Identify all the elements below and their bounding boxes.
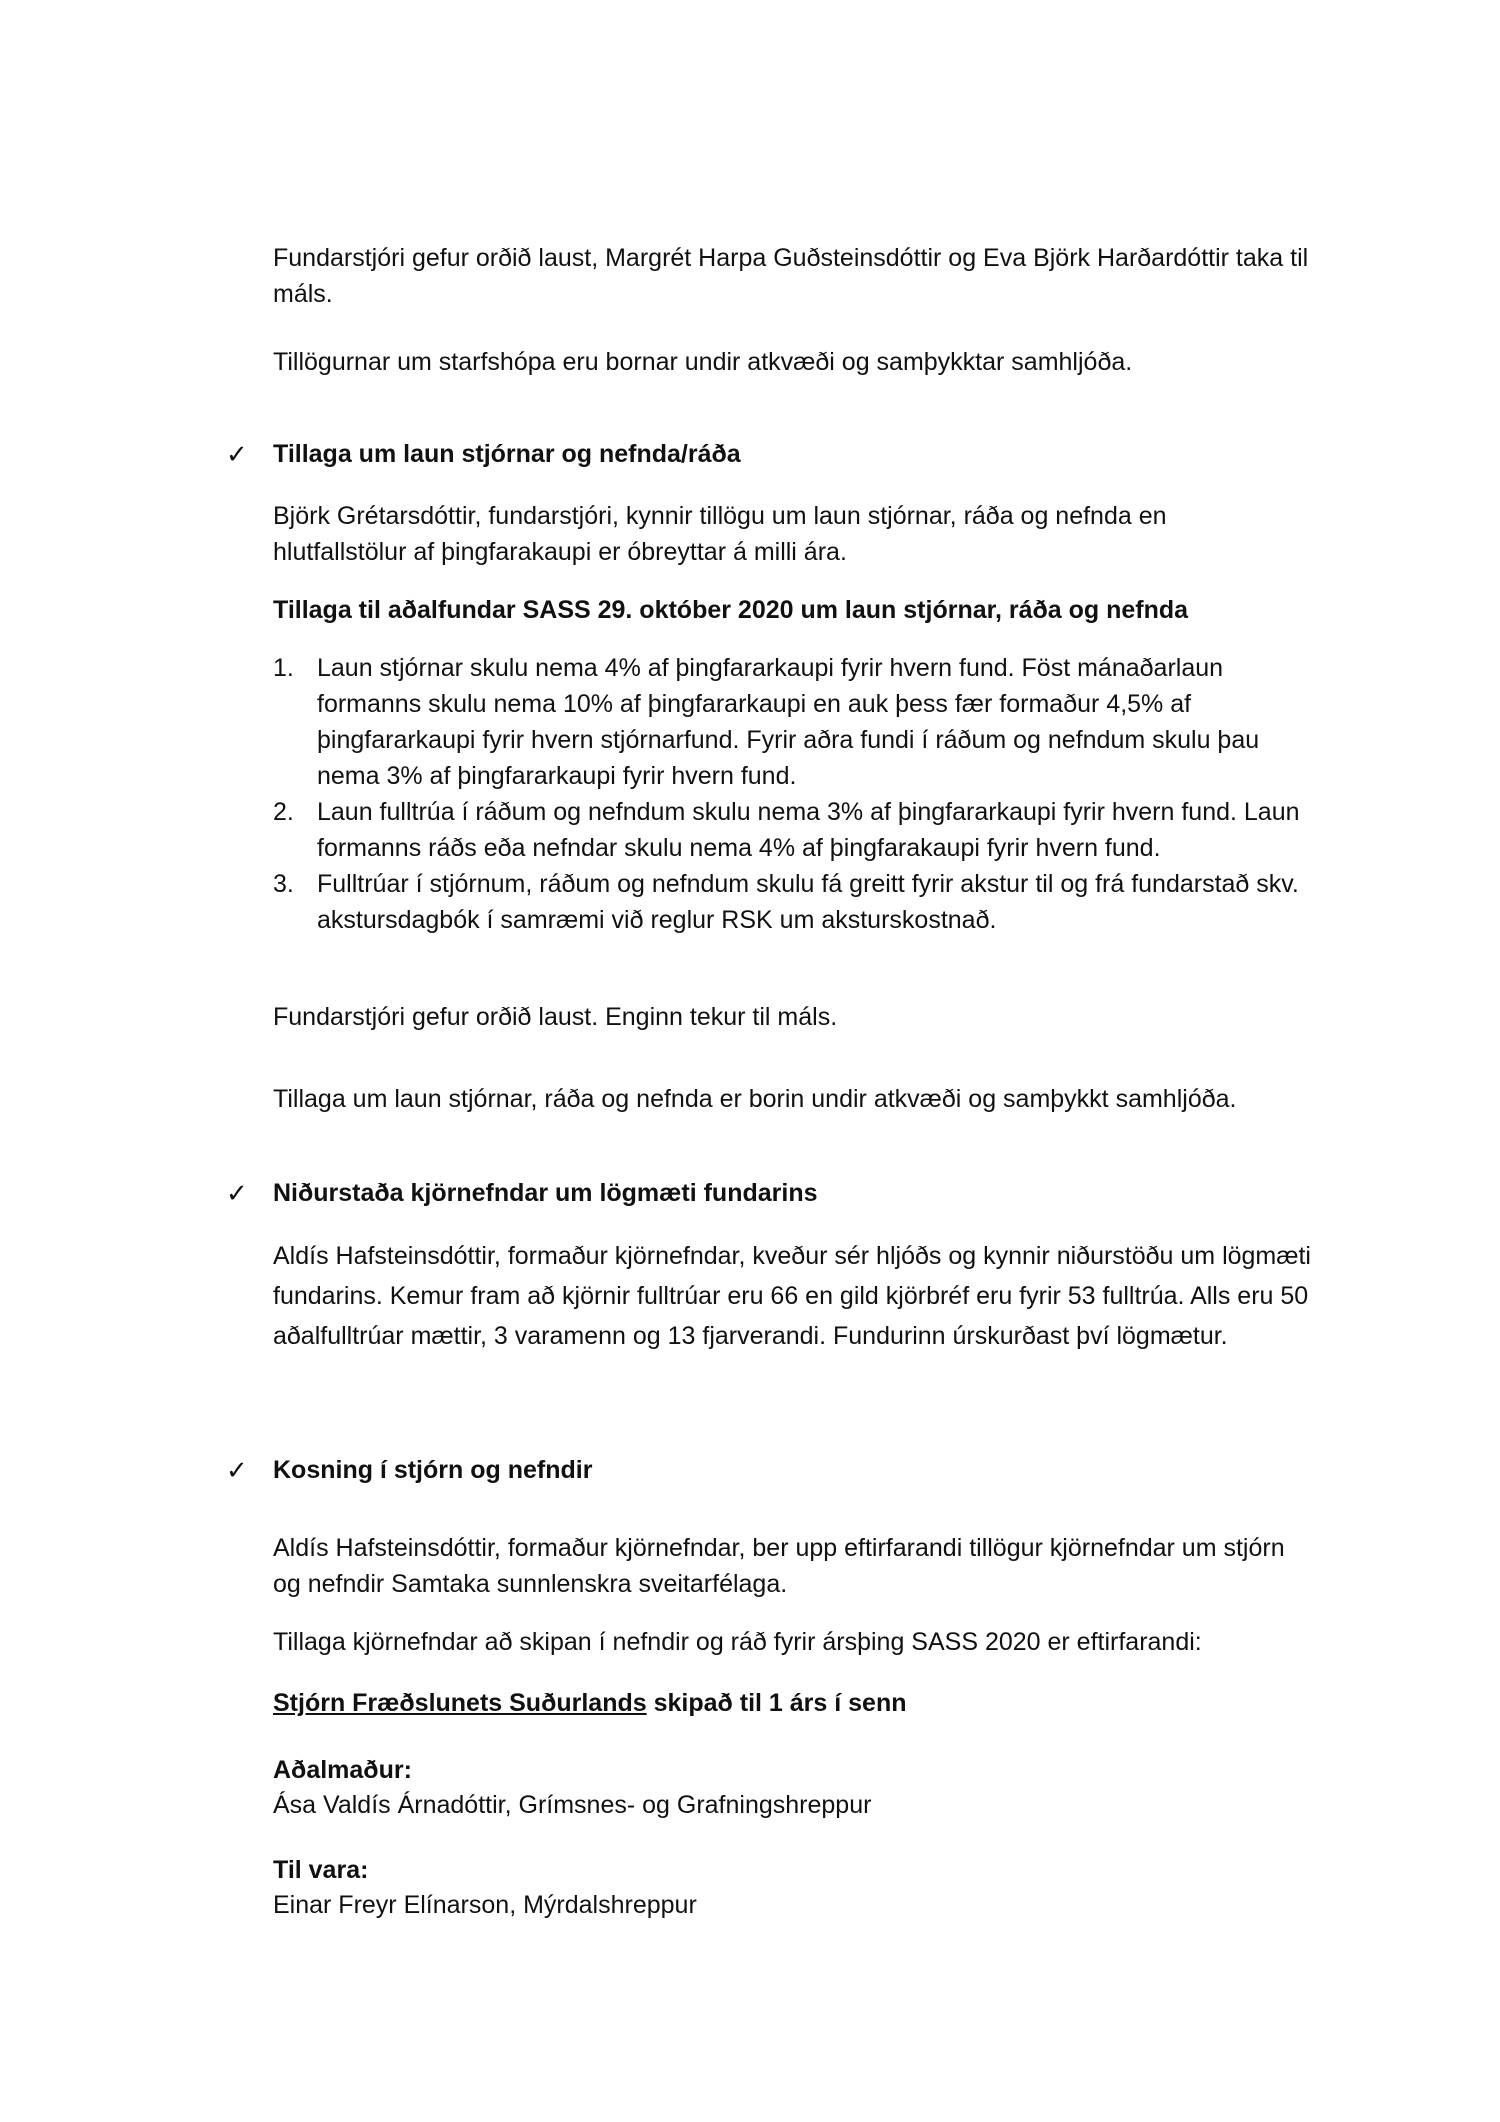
section-heading-salaries: Tillaga um laun stjórnar og nefnda/ráða [273,440,741,468]
paragraph-workgroups-approved: Tillögurnar um starfshópa eru bornar undir atkvæði og samþykktar samhljóða. [273,348,1133,376]
list-item-number: 1. [273,654,294,682]
paragraph-legitimacy: Aldís Hafsteinsdóttir, formaður kjörnefndar, kveður sér hljóðs og kynnir niðurstöðu um lögmæti fundarins. Kemur fram að kjörnir fulltrúar eru 66 en gild kjörbréf eru fyrir 53 fulltrúa. Alls eru 50 aðalfulltrúar mættir, 3 varamenn og 13 fjarverandi. Fundurinn úrskurðast því lögmætur. [273,1242,1311,1350]
list-item [273,650,1303,794]
main-member-name: Ása Valdís Árnadóttir, Grímsnes- og Grafningshreppur [273,1791,872,1819]
paragraph-floor-open: Fundarstjóri gefur orðið laust. Enginn tekur til máls. [273,1003,838,1031]
paragraph-speakers: Fundarstjóri gefur orðið laust, Margrét Harpa Guðsteinsdóttir og Eva Björk Harðardóttir taka til máls. [273,244,1309,308]
section-heading-legitimacy: Niðurstaða kjörnefndar um lögmæti fundarins [273,1179,818,1207]
proposal-subheading: Tillaga til aðalfundar SASS 29. október 2020 um laun stjórnar, ráða og nefnda [273,596,1189,624]
list-item [273,794,1303,866]
list-item-text: Laun fulltrúa í ráðum og nefndum skulu nema 3% af þingfararkaupi fyrir hvern fund. Laun formanns ráðs eða nefndar skulu nema 4% af þingfarakaupi fyrir hvern fund. [317,798,1300,862]
section-heading-elections: Kosning í stjórn og nefndir [273,1456,593,1484]
list-item-number: 3. [273,870,294,898]
board-title [273,1685,1343,1721]
paragraph-election-intro: Aldís Hafsteinsdóttir, formaður kjörnefndar, ber upp eftirfarandi tillögur kjörnefndar um stjórn og nefndir Samtaka sunnlenskra sveitarfélaga. [273,1534,1285,1598]
list-item [273,866,1303,938]
checkmark-icon: ✓ [226,1455,248,1485]
paragraph-salary-intro: Björk Grétarsdóttir, fundarstjóri, kynnir tillögu um laun stjórnar, ráða og nefnda en hlutfallstölur af þingfarakaupi er óbreyttar á milli ára. [273,502,1167,566]
list-item-text: Laun stjórnar skulu nema 4% af þingfararkaupi fyrir hvern fund. Föst mánaðarlaun formanns skulu nema 10% af þingfararkaupi en auk þess fær formaður 4,5% af þingfararkaupi fyrir hvern stjórnarfund. Fyrir aðra fundi í ráðum og nefndum skulu þau nema 3% af þingfararkaupi fyrir hvern fund. [317,654,1260,790]
checkmark-icon: ✓ [226,1178,248,1208]
board-term: skipað til 1 árs í senn [646,1689,907,1717]
alternate-member-name: Einar Freyr Elínarson, Mýrdalshreppur [273,1891,697,1919]
paragraph-proposal: Tillaga kjörnefndar að skipan í nefndir og ráð fyrir ársþing SASS 2020 er eftirfarandi: [273,1628,1202,1656]
checkmark-icon: ✓ [226,439,248,469]
list-item-number: 2. [273,798,294,826]
main-member-label: Aðalmaður: [273,1756,412,1784]
board-name: Stjórn Fræðslunets Suðurlands [273,1689,647,1717]
alternate-label: Til vara: [273,1856,369,1884]
list-item-text: Fulltrúar í stjórnum, ráðum og nefndum skulu fá greitt fyrir akstur til og frá fundarstað skv. akstursdagbók í samræmi við reglur RSK um aksturskostnað. [317,870,1299,934]
salary-rules-list [273,650,1303,938]
paragraph-salary-approved: Tillaga um laun stjórnar, ráða og nefnda er borin undir atkvæði og samþykkt samhljóða. [273,1085,1237,1113]
